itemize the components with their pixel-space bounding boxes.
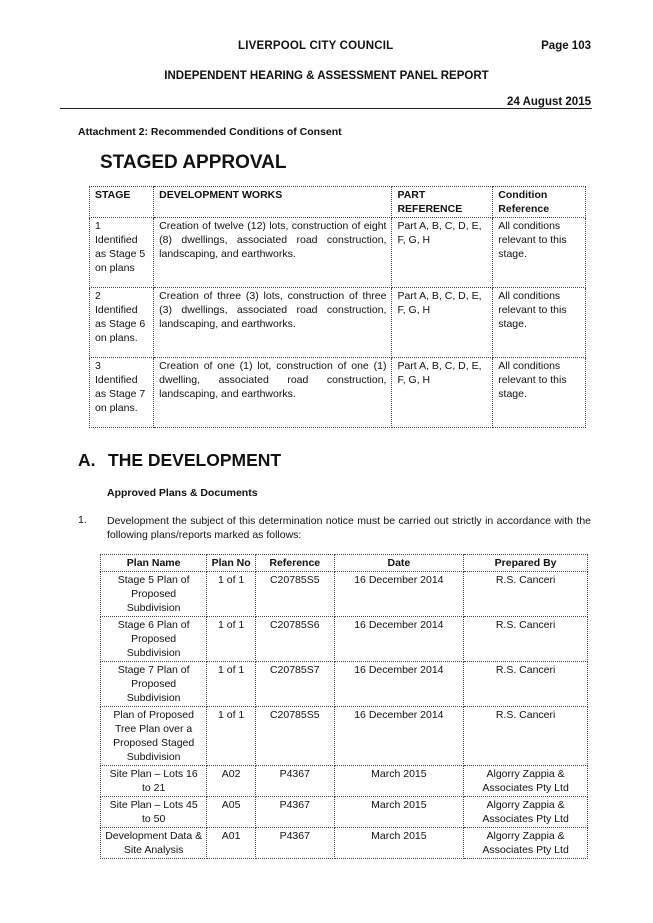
plan-date: March 2015 [334, 828, 464, 859]
stage-part-ref: Part A, B, C, D, E, F, G, H [392, 358, 493, 428]
plan-name: Development Data & Site Analysis [101, 828, 207, 859]
staged-approval-heading: STAGED APPROVAL [100, 152, 287, 173]
attachment-title: Attachment 2: Recommended Conditions of Consent [78, 126, 342, 138]
section-a-title: THE DEVELOPMENT [108, 450, 282, 470]
plan-no: 1 of 1 [207, 617, 256, 662]
stage-table [89, 186, 586, 428]
section-a-heading [78, 450, 281, 471]
col-header-reference: Reference [255, 555, 334, 572]
col-header-stage: STAGE [90, 187, 154, 218]
stage-condition-ref: All conditions relevant to this stage. [493, 358, 586, 428]
page-number: Page 103 [541, 40, 591, 52]
col-header-works: DEVELOPMENT WORKS [154, 187, 392, 218]
plan-reference: C20785S7 [255, 662, 334, 707]
plan-name: Plan of Proposed Tree Plan over a Proposed Staged Subdivision [101, 707, 207, 766]
plan-reference: C20785S6 [255, 617, 334, 662]
condition-number: 1. [78, 514, 87, 526]
col-header-plan-no: Plan No [207, 555, 256, 572]
plans-table [100, 554, 588, 859]
stage-number: 3 [95, 360, 101, 372]
stage-row [90, 358, 586, 428]
plan-no: A02 [207, 766, 256, 797]
table-row [101, 572, 588, 617]
plans-table-header [101, 555, 588, 572]
stage-works: Creation of one (1) lot, construction of one (1) dwelling, associated road construction, landscaping, and earthworks. [154, 358, 392, 428]
stage-part-ref: Part A, B, C, D, E, F, G, H [392, 288, 493, 358]
council-name: LIVERPOOL CITY COUNCIL [238, 40, 394, 52]
plan-prepared-by: R.S. Canceri [464, 572, 588, 617]
plan-name: Site Plan – Lots 45 to 50 [101, 797, 207, 828]
table-row [101, 828, 588, 859]
stage-condition-ref: All conditions relevant to this stage. [493, 288, 586, 358]
stage-label: Identified as Stage 5 on plans [95, 234, 146, 274]
plan-name: Stage 6 Plan of Proposed Subdivision [101, 617, 207, 662]
plan-reference: P4367 [255, 828, 334, 859]
col-header-date: Date [334, 555, 464, 572]
stage-label: Identified as Stage 6 on plans. [95, 304, 146, 344]
stage-condition-ref: All conditions relevant to this stage. [493, 218, 586, 288]
plan-date: 16 December 2014 [334, 707, 464, 766]
col-header-condition: Condition Reference [493, 187, 586, 218]
section-a-letter: A. [78, 450, 96, 470]
plan-prepared-by: Algorry Zappia & Associates Pty Ltd [464, 797, 588, 828]
stage-number: 2 [95, 290, 101, 302]
table-row [101, 766, 588, 797]
table-row [101, 797, 588, 828]
plan-reference: C20785S5 [255, 707, 334, 766]
plan-no: A01 [207, 828, 256, 859]
stage-label: Identified as Stage 7 on plans. [95, 374, 146, 414]
stage-works: Creation of twelve (12) lots, construction of eight (8) dwellings, associated road construction, landscaping, and earthworks. [154, 218, 392, 288]
stage-works: Creation of three (3) lots, construction of three (3) dwellings, associated road construction, landscaping, and earthworks. [154, 288, 392, 358]
plan-reference: C20785S5 [255, 572, 334, 617]
plan-prepared-by: R.S. Canceri [464, 662, 588, 707]
header-divider [60, 108, 592, 109]
plan-date: 16 December 2014 [334, 617, 464, 662]
stage-row [90, 218, 586, 288]
plan-date: 16 December 2014 [334, 572, 464, 617]
plan-date: 16 December 2014 [334, 662, 464, 707]
plan-date: March 2015 [334, 766, 464, 797]
stage-number: 1 [95, 220, 101, 232]
plan-prepared-by: R.S. Canceri [464, 617, 588, 662]
plan-prepared-by: R.S. Canceri [464, 707, 588, 766]
stage-part-ref: Part A, B, C, D, E, F, G, H [392, 218, 493, 288]
plan-prepared-by: Algorry Zappia & Associates Pty Ltd [464, 766, 588, 797]
table-row [101, 617, 588, 662]
stage-cell [90, 358, 154, 428]
col-header-part: PART REFERENCE [392, 187, 493, 218]
report-title: INDEPENDENT HEARING & ASSESSMENT PANEL REPORT [164, 70, 489, 82]
table-row [101, 662, 588, 707]
condition-text: Development the subject of this determination notice must be carried out strictly in accordance with the following plans/reports marked as follows: [107, 515, 591, 541]
stage-cell [90, 218, 154, 288]
plan-no: 1 of 1 [207, 707, 256, 766]
plan-no: A05 [207, 797, 256, 828]
col-header-prepared-by: Prepared By [464, 555, 588, 572]
table-row [101, 707, 588, 766]
plan-reference: P4367 [255, 797, 334, 828]
plan-date: March 2015 [334, 797, 464, 828]
approved-plans-heading: Approved Plans & Documents [107, 487, 258, 499]
plan-reference: P4367 [255, 766, 334, 797]
stage-table-header [90, 187, 586, 218]
plan-prepared-by: Algorry Zappia & Associates Pty Ltd [464, 828, 588, 859]
stage-row [90, 288, 586, 358]
plan-no: 1 of 1 [207, 662, 256, 707]
plan-name: Stage 5 Plan of Proposed Subdivision [101, 572, 207, 617]
report-date: 24 August 2015 [507, 96, 591, 108]
plan-name: Stage 7 Plan of Proposed Subdivision [101, 662, 207, 707]
col-header-plan-name: Plan Name [101, 555, 207, 572]
stage-cell [90, 288, 154, 358]
plan-name: Site Plan – Lots 16 to 21 [101, 766, 207, 797]
plan-no: 1 of 1 [207, 572, 256, 617]
